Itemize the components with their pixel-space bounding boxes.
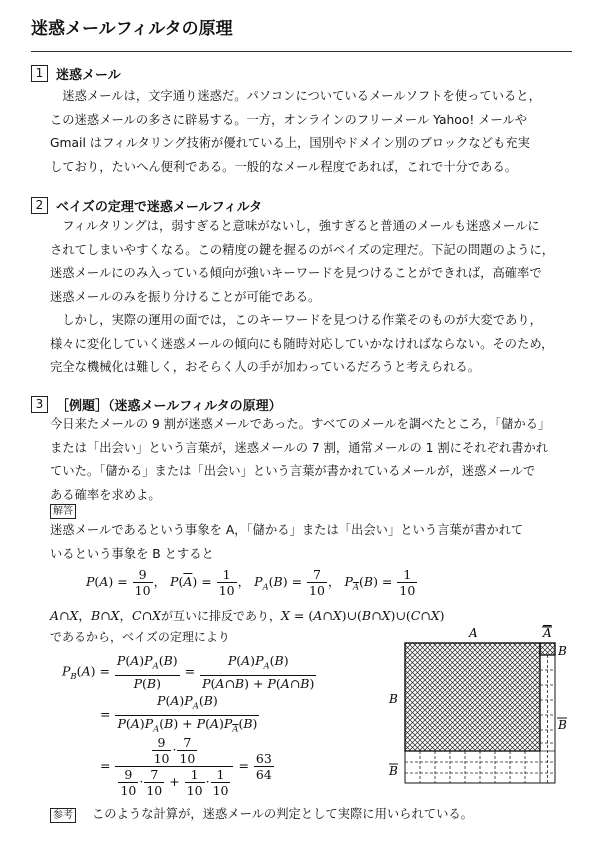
text-line: されてしまいやすくなる。この精度の鍵を握るのがベイズの定理だ。下記の問題のように， bbox=[50, 242, 555, 257]
note-tag: 参考 bbox=[50, 808, 76, 823]
text-line: しかし，実際の運用の面では，このキーワードを見つける作業そのものが大変であり， bbox=[50, 313, 542, 327]
bayes-intro: であるから，ベイズの定理により bbox=[50, 630, 230, 644]
section-1-body bbox=[50, 85, 570, 179]
text-line: 迷惑メールのみを振り分けることが可能である。 bbox=[50, 289, 321, 304]
answer-tag: 解答 bbox=[50, 504, 76, 519]
section-3-heading bbox=[31, 395, 282, 414]
text-line: 迷惑メールにのみ入っている傾向が強いキーワードを見つけることができれば，高確率で bbox=[50, 266, 542, 280]
bayes-step-1: $P_B(A)$ = $\frac{P(A)P_A(B)}{P(B)}$ = $\frac{P(A)P_A(B)}{P(A\cap B) + P(\overline{A}\cap B)}$ bbox=[62, 653, 315, 691]
text-line: しており，たいへん便利である。一般的なメール程度であれば，これで十分である。 bbox=[50, 159, 518, 174]
section-title: 迷惑メール bbox=[56, 68, 121, 83]
label-b-right: B bbox=[558, 644, 567, 658]
section-number: 1 bbox=[31, 65, 48, 82]
page-title: 迷惑メールフィルタの原理 bbox=[31, 19, 233, 39]
bayes-step-2: = $\frac{P(A)P_A(B)}{P(A)P_A(B) + P(\overline{A})P_{\overline{A}}(B)}$ bbox=[100, 693, 258, 734]
text-fragment: が互いに排反であり， bbox=[161, 609, 282, 623]
text-line: 今日来たメールの 9 割が迷惑メールであった。すべてのメールを調べたところ，「儲かる」 bbox=[50, 417, 551, 431]
label-not-b-right: B bbox=[558, 718, 567, 732]
bayes-step-3: = $\frac{9}{10}$ · $\frac{7}{10}$ $\frac{9}{10}$ · $\frac{7}{10}$ + $\frac{1}{10}$ · $\frac{1}{10}$ = $\frac{63}{64}$ bbox=[100, 735, 272, 798]
section-2-body bbox=[50, 215, 570, 380]
region-a-and-b bbox=[405, 643, 540, 751]
section-title: ベイズの定理で迷惑メールフィルタ bbox=[56, 200, 263, 215]
probability-area-diagram bbox=[385, 625, 575, 790]
section-number: 3 bbox=[31, 396, 48, 413]
section-1-heading bbox=[31, 64, 121, 83]
text-line: 様々に変化していく迷惑メールの傾向にも随時対応していかなければならない。そのため， bbox=[50, 336, 554, 351]
title-rule bbox=[31, 51, 572, 52]
given-probabilities: P(A) = $\frac{9}{10}$ ， $P(\overline{A})$ = $\frac{1}{10}$ ， $P_A(B)$ = $\frac{7}{10}$ ， $P_{\overline{A}}(B)$ = $\frac{1}{10}$ bbox=[86, 567, 416, 598]
section-number: 2 bbox=[31, 197, 48, 214]
text-line: 迷惑メールは，文字通り迷惑だ。パソコンについているメールソフトを使っていると， bbox=[50, 89, 541, 103]
text-line: ていた。「儲かる」または「出会い」という言葉が書かれているメールが，迷惑メールで bbox=[50, 464, 536, 478]
section-2-heading bbox=[31, 196, 262, 215]
answer-body bbox=[50, 519, 570, 566]
text-line: いるという事象を B とすると bbox=[50, 546, 214, 561]
text-line: 迷惑メールであるという事象を A，「儲かる」または「出会い」という言葉が書かれて bbox=[50, 523, 524, 537]
text-line: ある確率を求めよ。 bbox=[50, 487, 161, 502]
text-line: Gmail はフィルタリング技術が優れている上，国別やドメイン別のブロックなども充実 bbox=[50, 136, 530, 150]
text-line: この迷惑メールの多さに辟易する。一方，オンラインのフリーメール Yahoo! メールや bbox=[50, 112, 528, 127]
label-not-a: A bbox=[543, 626, 552, 640]
text-line: または「出会い」という言葉が，迷惑メールの 7 割，通常メールの 1 割にそれぞれ書かれ bbox=[50, 440, 549, 455]
exclusive-statement: A∩X，B∩X，C∩Xが互いに排反であり，X = (A∩X)∪(B∩X)∪(C∩X) bbox=[50, 608, 445, 623]
problem-body bbox=[50, 413, 570, 507]
text-line: フィルタリングは，弱すぎると意味がないし，強すぎると普通のメールも迷惑メールに bbox=[50, 219, 540, 233]
note-text: このような計算が，迷惑メールの判定として実際に用いられている。 bbox=[92, 807, 473, 821]
label-a: A bbox=[469, 626, 478, 640]
region-not-a-and-b bbox=[540, 643, 555, 655]
text-line: 完全な機械化は難しく，おそらく人の手が加わっているだろうと考えられる。 bbox=[50, 360, 481, 374]
label-b-left: B bbox=[389, 692, 398, 706]
section-title: ［例題］（迷惑メールフィルタの原理） bbox=[56, 399, 282, 414]
label-not-b-left: B bbox=[389, 764, 398, 778]
